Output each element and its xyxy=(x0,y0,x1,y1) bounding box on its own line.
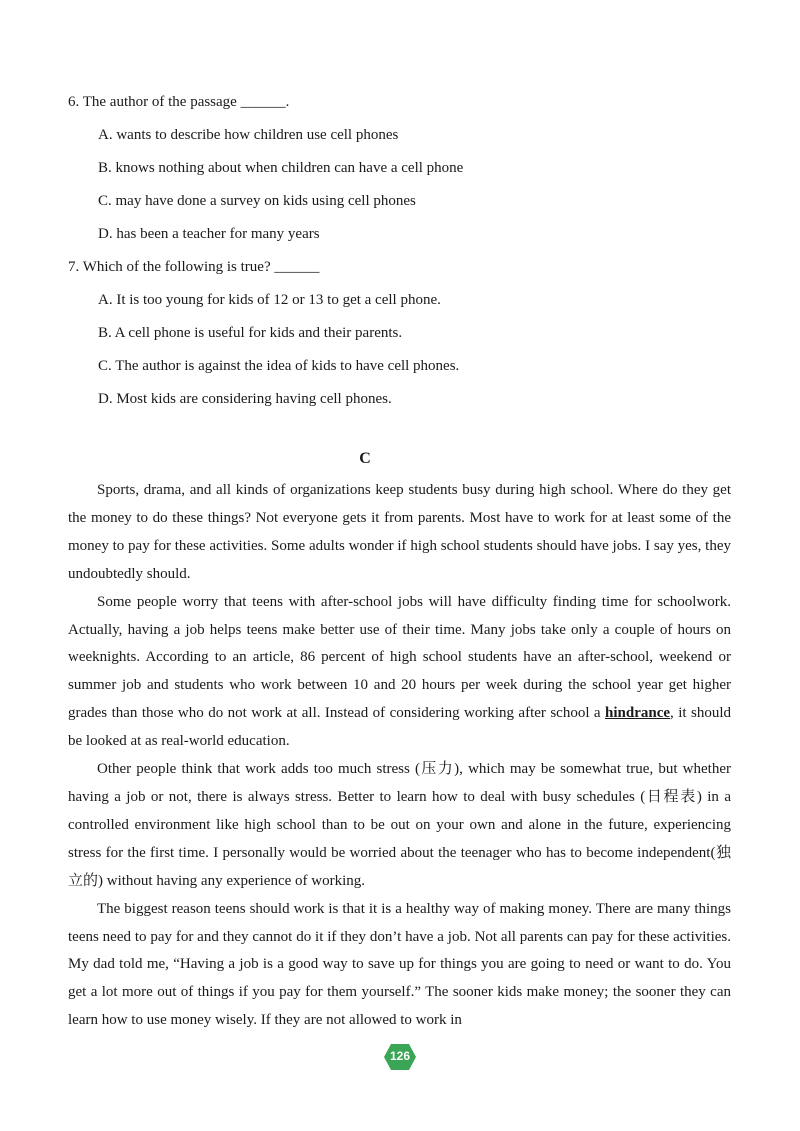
question-6-option-d: D. has been a teacher for many years xyxy=(98,226,320,242)
section-title: C xyxy=(359,450,371,467)
page-number: 126 xyxy=(389,1049,411,1063)
passage-paragraph-4: The biggest reason teens should work is that it is a healthy way of making money. There are many things teens need to pay for and they cannot do it if they don’t have a job. Not all parents can pay for these activities. My dad told me, “Having a job is a good way to save up for things you are going to need or want to do. You get a lot more out of things if you pay for them yourself.” The sooner kids make money; the sooner they can learn how to use money wisely. If they are not allowed to work in xyxy=(68,900,731,1029)
passage-paragraph-2-end: , it should be looked at as real-world education. xyxy=(68,705,731,750)
highlighted-word: hindrance xyxy=(605,705,671,722)
passage-paragraph-2-start: Some people worry that teens with after-school jobs will have difficulty finding time for schoolwork. Actually, having a job helps teens make better use of their time. Many jobs take only a couple of hours on weeknights. According to an article, 86 percent of high school students have an after-school, weekend or summer job and students who work between 10 and 20 hours per week during the school year get higher grades than those who do not work at all. Instead of considering working after school a xyxy=(68,593,731,722)
question-7-stem: 7. Which of the following is true? ______ xyxy=(68,259,320,275)
page-number-badge xyxy=(383,1043,417,1071)
question-6-option-a: A. wants to describe how children use cell phones xyxy=(98,127,399,143)
passage-paragraph-1: Sports, drama, and all kinds of organizations keep students busy during high school. Where do they get the money to do these things? Not everyone gets it from parents. Most have to work for at least some of the money to pay for these activities. Some adults wonder if high school students should have jobs. I say yes, they undoubtedly should. xyxy=(68,482,731,582)
question-7-option-d: D. Most kids are considering having cell phones. xyxy=(98,391,392,407)
passage-paragraph-3: Other people think that work adds too much stress (压力), which may be somewhat true, but whether having a job or not, there is always stress. Better to learn how to deal with busy schedules (日程表) in a controlled environment like high school than to be out on your own and alone in the future, experiencing stress for the first time. I personally would be worried about the teenager who has to become independent(独立的) without having any experience of working. xyxy=(68,761,731,889)
passage-paragraph-2 xyxy=(68,589,731,756)
question-7-option-c: C. The author is against the idea of kids to have cell phones. xyxy=(98,358,460,374)
question-6-option-b: B. knows nothing about when children can have a cell phone xyxy=(98,160,464,176)
question-6-stem: 6. The author of the passage ______. xyxy=(68,94,290,110)
reading-passage xyxy=(68,477,731,1035)
question-6-option-c: C. may have done a survey on kids using cell phones xyxy=(98,193,416,209)
question-7-option-a: A. It is too young for kids of 12 or 13 to get a cell phone. xyxy=(98,292,441,308)
question-7-option-b: B. A cell phone is useful for kids and their parents. xyxy=(98,325,403,341)
